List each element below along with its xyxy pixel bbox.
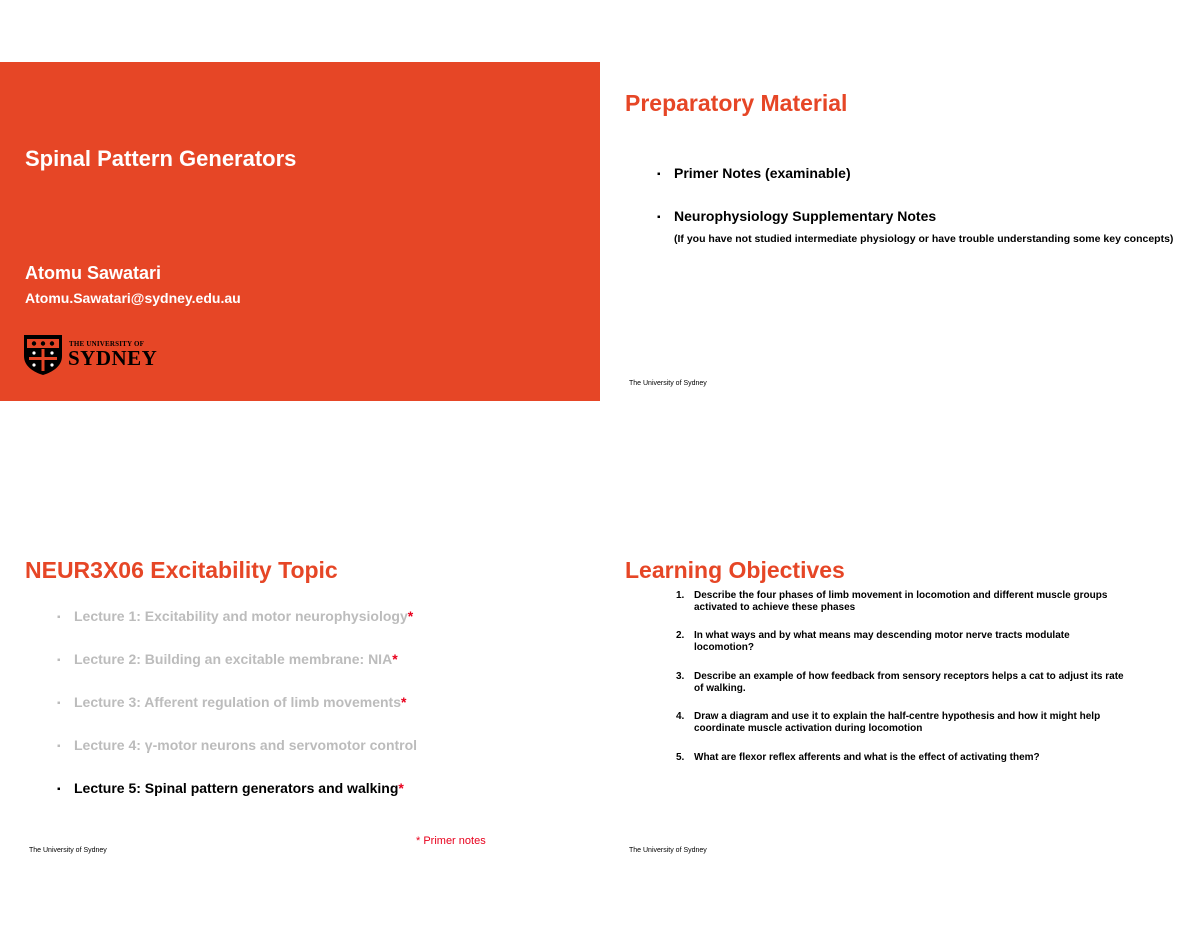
slide-footer: The University of Sydney xyxy=(629,380,707,387)
primer-star: * xyxy=(407,608,414,624)
primer-notes-legend: * Primer notes xyxy=(416,835,486,847)
lecture-item-2: ▪ Lecture 2: Building an excitable membrane: NIA* xyxy=(57,651,398,667)
bullet-icon: ▪ xyxy=(57,784,61,795)
title-slide xyxy=(0,62,600,401)
primer-star: * xyxy=(398,780,404,796)
bullet-neurophysiology-notes: ▪ Neurophysiology Supplementary Notes xyxy=(657,208,937,224)
slide-footer: The University of Sydney xyxy=(629,847,707,854)
bullet-icon: ▪ xyxy=(57,655,61,666)
slide-heading: NEUR3X06 Excitability Topic xyxy=(25,557,338,583)
logo-big-text: SYDNEY xyxy=(68,346,158,370)
lecture-item-4: ▪ Lecture 4: γ-motor neurons and servomotor control xyxy=(57,737,418,753)
slide-heading: Preparatory Material xyxy=(625,90,848,116)
slide-heading: Learning Objectives xyxy=(625,557,845,583)
lecture-item-5: ▪ Lecture 5: Spinal pattern generators and walking* xyxy=(57,780,404,796)
logo-small-text: THE UNIVERSITY OF xyxy=(69,340,145,348)
excitability-topic-slide xyxy=(0,529,600,868)
bullet-icon: ▪ xyxy=(57,741,61,752)
slide-title: Spinal Pattern Generators xyxy=(25,146,297,171)
bullet-icon: ▪ xyxy=(57,612,61,623)
objective-item: 5. What are flexor reflex afferents and what is the effect of activating them? xyxy=(676,752,1040,763)
objective-item: 4. Draw a diagram and use it to explain the half-centre hypothesis and how it might help coordinate muscle activation during locomotion xyxy=(676,711,1101,734)
author-email: Atomu.Sawatari@sydney.edu.au xyxy=(25,290,241,306)
objective-item: 2. In what ways and by what means may descending motor nerve tracts modulate locomotion? xyxy=(676,630,1070,653)
bullet-icon: ▪ xyxy=(657,169,661,180)
bullet-icon: ▪ xyxy=(657,212,661,223)
primer-star: * xyxy=(392,651,398,667)
preparatory-material-slide xyxy=(600,62,1200,401)
objective-item: 1. Describe the four phases of limb movement in locomotion and different muscle groups activated to achieve these phases xyxy=(676,590,1108,613)
slide-footer: The University of Sydney xyxy=(29,847,107,854)
primer-star: * xyxy=(400,694,407,710)
bullet-primer-notes: ▪ Primer Notes (examinable) xyxy=(657,165,851,181)
crest-icon xyxy=(23,334,63,376)
author-name: Atomu Sawatari xyxy=(25,263,162,283)
learning-objectives-slide xyxy=(600,529,1200,868)
lecture-item-1: ▪ Lecture 1: Excitability and motor neurophysiology* xyxy=(57,608,414,624)
objective-item: 3. Describe an example of how feedback from sensory receptors helps a cat to adjust its rate of walking. xyxy=(676,671,1124,694)
sub-note: (If you have not studied intermediate physiology or have trouble understanding some key concepts) xyxy=(674,233,1174,245)
lecture-item-3: ▪ Lecture 3: Afferent regulation of limb movements* xyxy=(57,694,407,710)
university-logo xyxy=(23,334,158,378)
bullet-icon: ▪ xyxy=(57,698,61,709)
